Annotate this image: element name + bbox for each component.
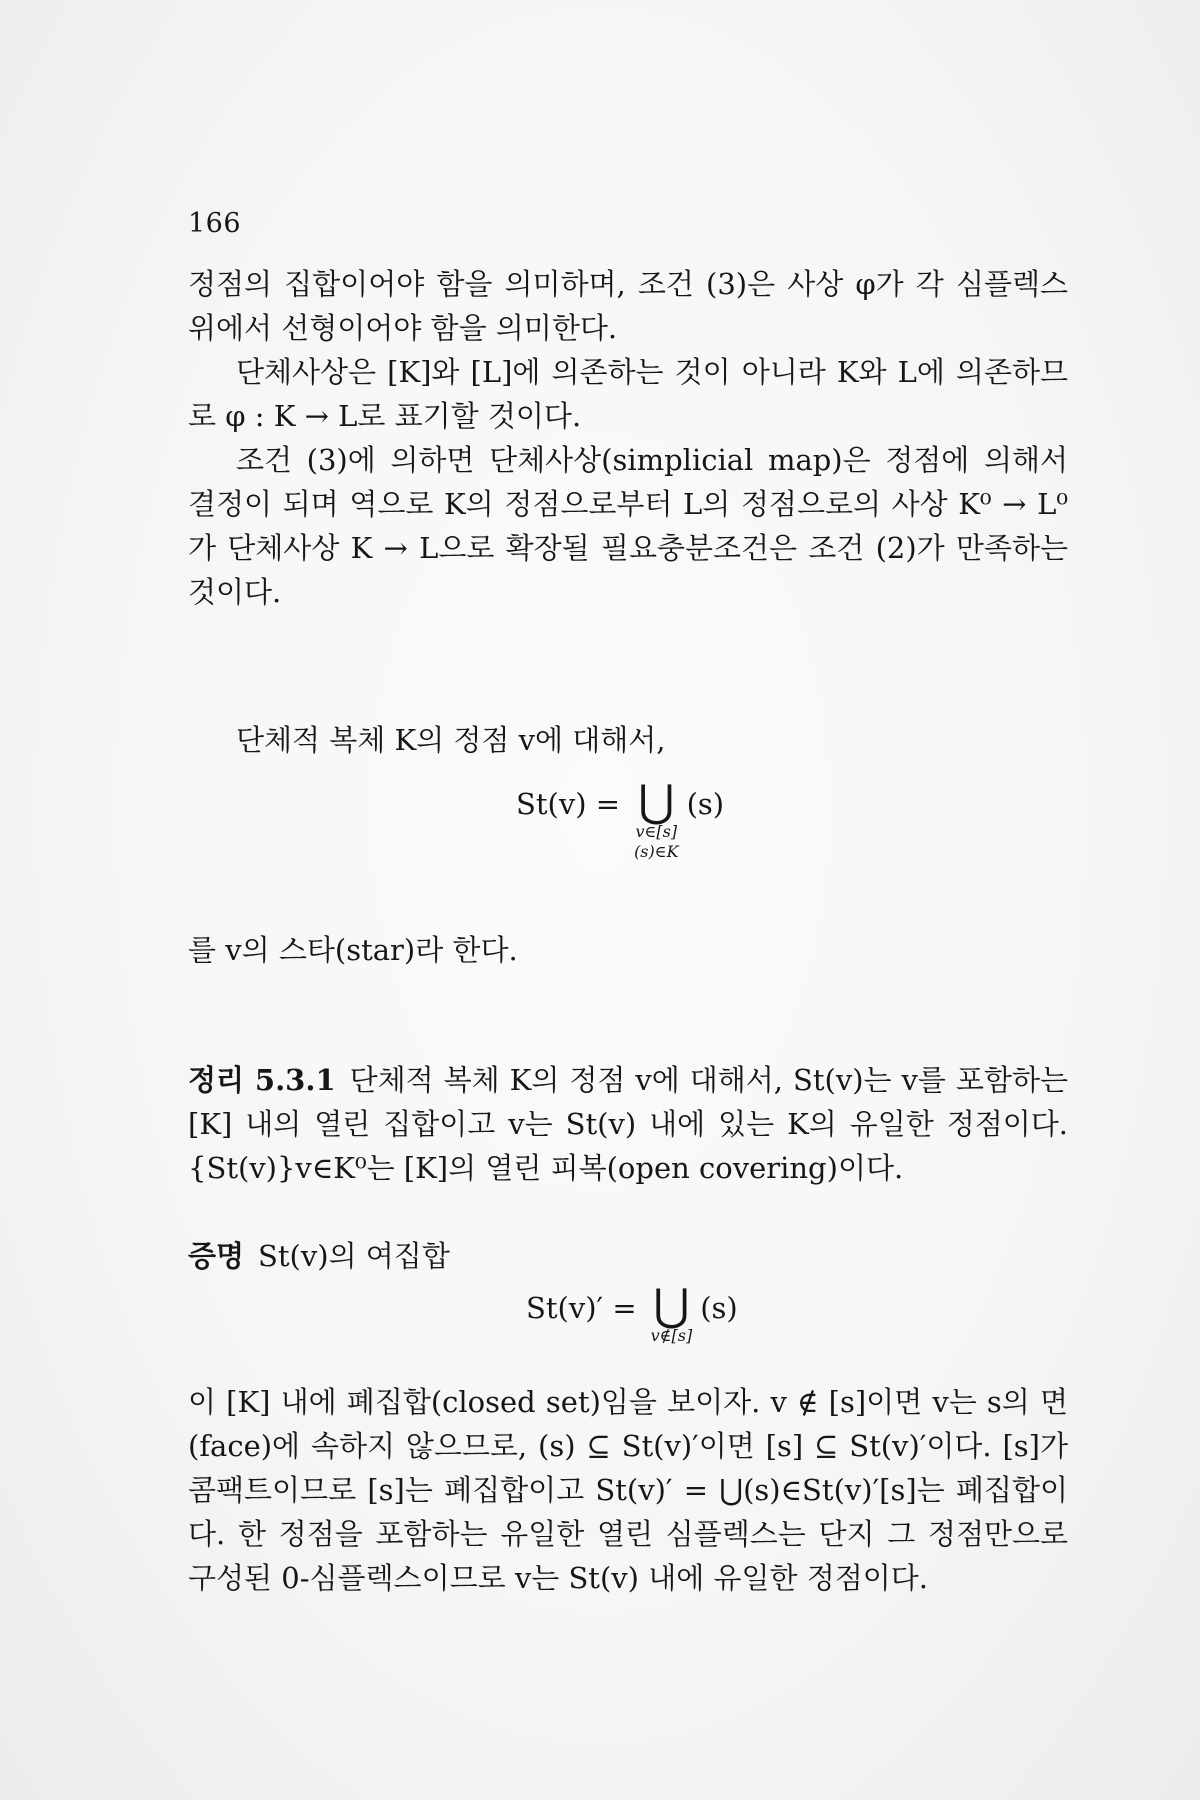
theorem-paragraph bbox=[188, 1058, 1068, 1190]
star-formula-subscript-1: v∈[s] bbox=[635, 822, 678, 841]
star-formula-subscript-2: (s)∈K bbox=[634, 842, 679, 861]
star-formula-union bbox=[634, 776, 679, 862]
theorem-label: 정리 5.3.1 bbox=[188, 1063, 336, 1097]
paragraph-5: 를 v의 스타(star)라 한다. bbox=[188, 933, 518, 967]
proof-text: 이 [K] 내에 폐집합(closed set)임을 보이자. v ∉ [s]이면 v는 s의 면(face)에 속하지 않으므로, (s) ⊆ St(v)′이면 [s] ⊆ St(v)′이다. [s]가 콤팩트이므로 [s]는 폐집합이고 St(v)′ = ⋃(s)∈St(v)′[s]는 폐집합이다. 한 정점을 포함하는 유일한 열린 심플렉스는 단지 그 정점만으로 구성된 0-심플렉스이므로 v는 St(v) 내에 유일한 정점이다. bbox=[188, 1385, 1068, 1595]
theorem-text: 단체적 복체 K의 정점 v에 대해서, St(v)는 v를 포함하는 [K] 내의 열린 집합이고 v는 St(v) 내에 있는 K의 유일한 정점이다. {St(v)}v∈K⁰는 [K]의 열린 피복(open covering)이다. bbox=[188, 1063, 1068, 1185]
star-formula bbox=[516, 776, 725, 862]
paragraph-3 bbox=[188, 438, 1068, 614]
paragraph-4: 단체적 복체 K의 정점 v에 대해서, bbox=[236, 723, 666, 757]
proof-label: 증명 bbox=[188, 1239, 245, 1273]
star-formula-term: (s) bbox=[686, 787, 725, 821]
complement-formula-union bbox=[650, 1280, 693, 1346]
paragraph-3-text: 조건 (3)에 의하면 단체사상(simplicial map)은 정점에 의해서 결정이 되며 역으로 K의 정점으로부터 L의 정점으로의 사상 K⁰ → L⁰가 단체사상 K → L으로 확장될 필요충분조건은 조건 (2)가 만족하는 것이다. bbox=[188, 443, 1068, 609]
paragraph-1-text: 정점의 집합이어야 함을 의미하며, 조건 (3)은 사상 φ가 각 심플렉스 위에서 선형이어야 함을 의미한다. bbox=[188, 267, 1068, 345]
complement-formula-term: (s) bbox=[700, 1291, 738, 1325]
union-symbol: ⋃ bbox=[638, 776, 675, 827]
complement-formula-lhs: St(v)′ = bbox=[526, 1291, 637, 1325]
complement-formula-subscript: v∉[s] bbox=[650, 1326, 693, 1345]
union-symbol-2: ⋃ bbox=[653, 1280, 690, 1331]
paragraph-1 bbox=[188, 262, 1068, 350]
proof-intro-text: St(v)의 여집합 bbox=[258, 1239, 450, 1273]
proof-body bbox=[188, 1380, 1068, 1600]
star-formula-lhs: St(v) = bbox=[516, 787, 621, 821]
paragraph-2 bbox=[188, 350, 1068, 438]
paragraph-2-text: 단체사상은 [K]와 [L]에 의존하는 것이 아니라 K와 L에 의존하므로 φ : K → L로 표기할 것이다. bbox=[188, 355, 1068, 433]
page-number: 166 bbox=[188, 208, 242, 239]
proof-intro bbox=[188, 1234, 450, 1278]
theorem-block bbox=[188, 1058, 1068, 1190]
complement-formula bbox=[526, 1280, 738, 1346]
